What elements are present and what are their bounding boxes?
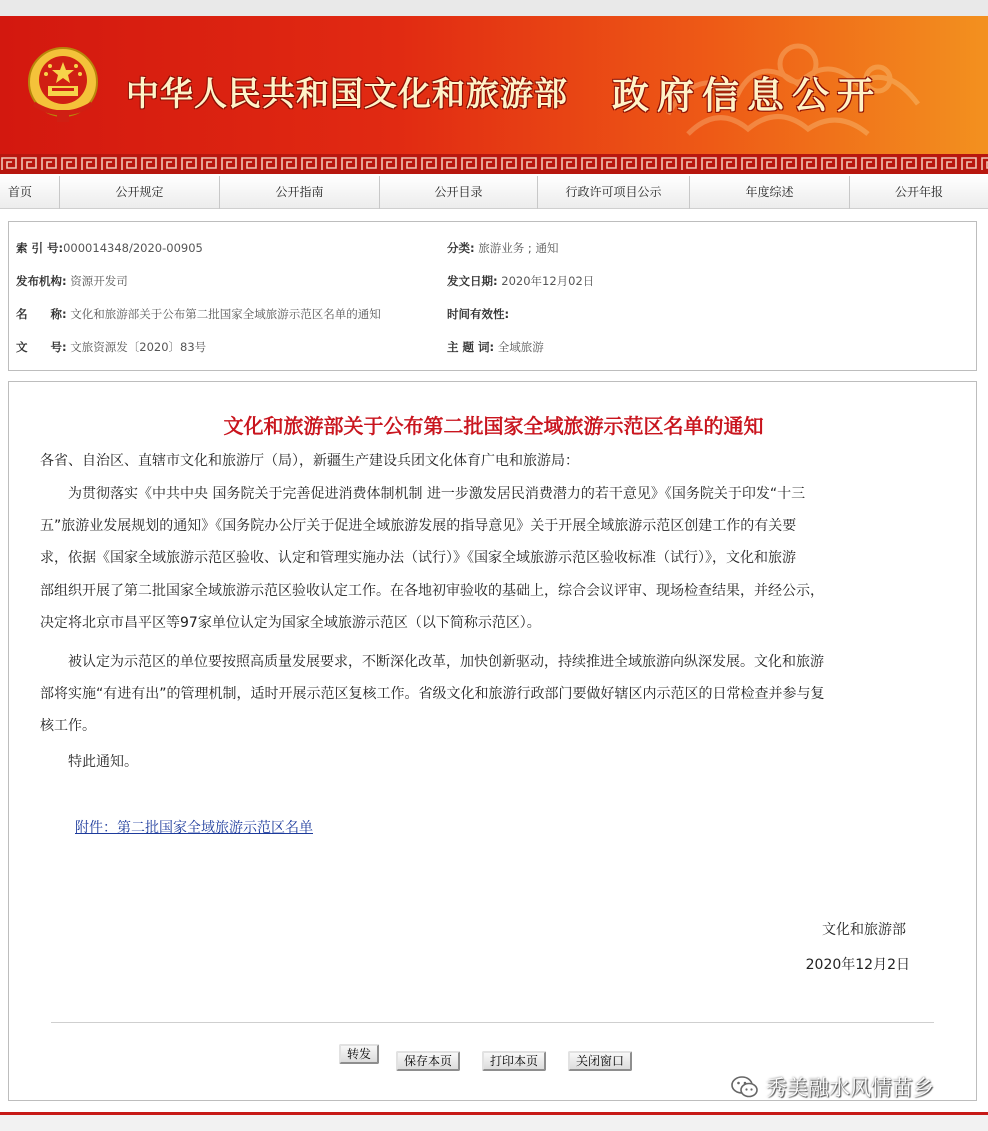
wechat-icon — [730, 1074, 760, 1100]
info-issuer-value: 资源开发司 — [66, 274, 128, 288]
site-banner — [0, 16, 988, 154]
paragraph-line: 特此通知。 — [40, 754, 138, 770]
close-window-button[interactable]: 关闭窗口 — [568, 1051, 632, 1071]
watermark — [730, 1072, 934, 1102]
paragraph-line: 核工作。 — [40, 718, 96, 735]
top-strip — [0, 0, 988, 16]
article-signer: 文化和旅游部 — [822, 922, 906, 938]
paragraph-line: 决定将北京市昌平区等97家单位认定为国家全域旅游示范区（以下简称示范区）。 — [40, 614, 541, 631]
article-paragraph-1 — [40, 478, 955, 639]
meander-border — [0, 154, 988, 174]
info-date-label: 发文日期: — [447, 274, 498, 288]
info-issuer-label: 发布机构: — [16, 274, 67, 288]
national-emblem-icon — [24, 44, 102, 126]
info-keywords-value: 全域旅游 — [494, 340, 544, 354]
nav-item-regulations[interactable]: 公开规定 — [60, 176, 220, 209]
info-category — [447, 240, 558, 256]
save-page-button[interactable]: 保存本页 — [396, 1051, 460, 1071]
info-keywords-label: 主 题 词: — [447, 340, 495, 354]
info-docno-label: 文 号: — [16, 340, 67, 354]
info-docno — [16, 339, 206, 355]
attachment-link[interactable]: 附件：第二批国家全域旅游示范区名单 — [75, 820, 313, 836]
info-issuer — [16, 273, 128, 289]
article-box — [8, 381, 977, 1101]
info-name-label: 名 称: — [16, 307, 67, 321]
info-validity-label: 时间有效性: — [447, 307, 510, 321]
paragraph-line: 五”旅游业发展规划的通知》《国务院办公厅关于促进全域旅游发展的指导意见》关于开展全域旅游示范区创建工作的有关要 — [40, 518, 797, 535]
paragraph-line: 被认定为示范区的单位要按照高质量发展要求，不断深化改革，加快创新驱动，持续推进全域旅游向纵深发展。文化和旅游 — [40, 654, 824, 670]
info-category-label: 分类: — [447, 241, 475, 255]
document-info-box — [8, 221, 977, 371]
info-keywords — [447, 339, 544, 355]
banner-subtitle: 政府信息公开 — [612, 73, 882, 117]
article-paragraph-3 — [40, 746, 955, 778]
bottom-strip — [0, 1115, 988, 1131]
info-index-value: 000014348/2020-00905 — [63, 241, 203, 255]
article-title: 文化和旅游部关于公布第二批国家全域旅游示范区名单的通知 — [223, 414, 764, 438]
meander-pattern — [0, 154, 988, 174]
paragraph-line: 为贯彻落实《中共中央 国务院关于完善促进消费体制机制 进一步激发居民消费潜力的若干意见》《国务院关于印发“十三 — [40, 486, 806, 502]
info-category-value: 旅游业务 ; 通知 — [474, 241, 559, 255]
nav-item-catalog[interactable]: 公开目录 — [380, 176, 538, 209]
nav-item-annual-review[interactable]: 年度综述 — [690, 176, 850, 209]
nav-item-guide[interactable]: 公开指南 — [220, 176, 380, 209]
info-date-value: 2020年12月02日 — [497, 274, 595, 288]
info-validity — [447, 306, 509, 322]
paragraph-line: 求，依据《国家全域旅游示范区验收、认定和管理实施办法（试行）》《国家全域旅游示范区验收标准（试行）》，文化和旅游 — [40, 550, 796, 567]
banner-title: 中华人民共和国文化和旅游部 — [126, 74, 568, 113]
nav-item-licensing[interactable]: 行政许可项目公示 — [538, 176, 690, 209]
paragraph-line: 部将实施“有进有出”的管理机制，适时开展示范区复核工作。省级文化和旅游行政部门要做好辖区内示范区的日常检查并参与复 — [40, 686, 825, 703]
info-date — [447, 273, 594, 289]
nav-item-annual-report[interactable]: 公开年报 — [894, 185, 943, 199]
info-index-label: 索 引 号: — [16, 241, 64, 255]
info-name — [16, 306, 381, 322]
forward-button[interactable]: 转发 — [339, 1044, 379, 1064]
info-name-value: 文化和旅游部关于公布第二批国家全域旅游示范区名单的通知 — [66, 307, 381, 321]
article-paragraph-2 — [40, 646, 955, 743]
article-salutation: 各省、自治区、直辖市文化和旅游厅（局），新疆生产建设兵团文化体育广电和旅游局： — [40, 453, 579, 469]
print-page-button[interactable]: 打印本页 — [482, 1051, 546, 1071]
info-index — [16, 240, 203, 256]
article-divider — [51, 1022, 934, 1023]
info-docno-value: 文旅资源发〔2020〕83号 — [66, 340, 207, 354]
nav-item-home[interactable]: 首页 — [0, 176, 60, 209]
watermark-text: 秀美融水风情苗乡 — [766, 1076, 934, 1100]
article-sign-date: 2020年12月2日 — [805, 957, 910, 973]
main-nav — [0, 176, 988, 209]
paragraph-line: 部组织开展了第二批国家全域旅游示范区验收认定工作。在各地初审验收的基础上，综合会议评审、现场检查结果，并经公示， — [40, 582, 824, 599]
